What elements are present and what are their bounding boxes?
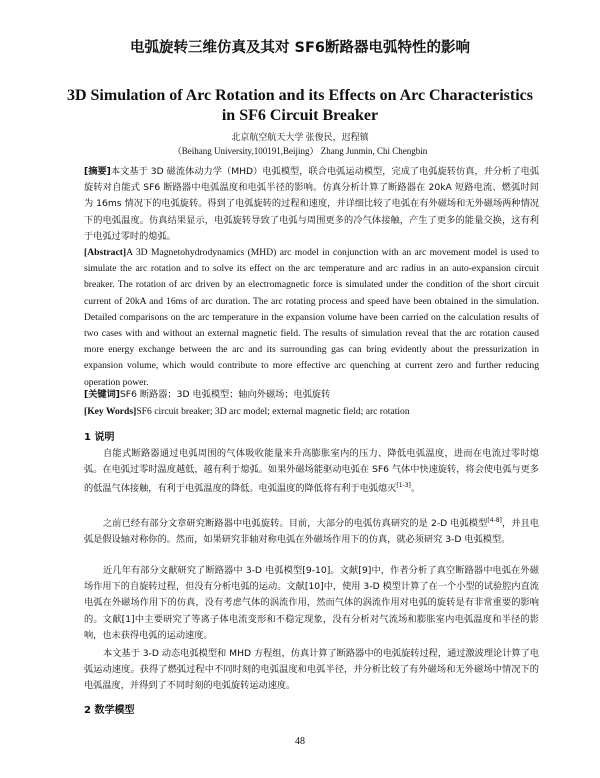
keywords-cn-label: [关键词] [84, 389, 120, 400]
abstract-cn-text: 本文基于 3D 磁流体动力学（MHD）电弧模型，联合电弧运动模型，完成了电弧旋转仿真，并分析了电弧旋转对自能式 SF6 断路器中电弧温度和电弧半径的影响。仿真分析计算了断路器在 20kA 短路电流、燃弧时间为 16ms 情况下的电弧旋转。得到了电弧旋转的过程和速度，并详细比较了电弧在有外磁场和无外磁场两种情况下的电弧温度。仿真结果显示，电弧旋转导致了电弧与周围更多的冷气体接触，产生了更多的能量交换，这有利于电弧过零时的熄弧。 [84, 166, 540, 242]
section-1-heading: 1 说明 [84, 432, 115, 443]
keywords-en [84, 404, 539, 420]
abstract-cn [84, 164, 539, 245]
keywords-cn [84, 387, 539, 403]
affiliation-cn: 北京航空航天大学 张俊民，迟程镇 [231, 132, 369, 142]
keywords-en-text: SF6 circuit breaker; 3D arc model; external magnetic field; arc rotation [136, 406, 410, 417]
citation-1-3: [1-3] [396, 482, 411, 490]
paragraph-2-end: ，并且电弧是假设轴对称你的。然而，如果研究非轴对称电弧在外磁场作用下的仿真，就必须研究 3-D 电弧模型。 [84, 518, 539, 546]
keywords-cn-text: SF6 断路器；3D 电弧模型；轴向外磁场；电弧旋转 [119, 389, 331, 400]
paragraph-1 [84, 446, 539, 498]
abstract-cn-label: [摘要] [84, 166, 111, 177]
paragraph-2 [84, 513, 539, 548]
section-2-heading: 2 数学模型 [84, 705, 135, 716]
paragraph-1-end: 。 [410, 483, 421, 495]
keywords-en-label: [Key Words] [84, 406, 137, 417]
abstract-en-label: [Abstract] [84, 247, 127, 258]
paragraph-3: 近几年有部分文献研究了断路器中 3-D 电弧模型[9-10]。文献[9]中，作者分析了真空断路器中电弧在外磁场作用下的自旋转过程，但没有分析电弧的运动。文献[10]中，使用 3-D 模型计算了在一个小型的试验腔内直流电弧在外磁场作用下的仿真，没有考虑气体的涡流作用，然而气体的涡流作用对电弧的旋转是有非常重要的影响的。文献[1]中主要研究了等离子体电流变形和不稳定现象，没有分析对气流场和膨胀室内电弧温度和半径的影响，也未获得电弧的运动速度。 [84, 565, 539, 641]
paragraph-2-text: 之前已经有部分文章研究断路器中电弧旋转。目前，大部分的电弧仿真研究的是 2-D 电弧模型 [103, 518, 488, 530]
paragraph-1-text: 自能式断路器通过电弧周围的气体吸收能量来升高膨胀室内的压力、降低电弧温度，进而在电流过零时熄弧。在电弧过零时温度越低，越有利于熄弧。如果外磁场能驱动电弧在 SF6 气体中快速旋转，将会使电弧与更多的低温气体接触，有利于电弧温度的降低。电弧温度的降低将有利于电弧熄灭 [84, 448, 539, 495]
affiliation-en: （Beihang University,100191,Beijing） Zhang Junmin, Chi Chengbin [172, 146, 428, 156]
chinese-title: 电弧旋转三维仿真及其对 SF6断路器电弧特性的影响 [130, 40, 470, 56]
citation-4-8: [4-8] [487, 517, 502, 524]
abstract-en-text: A 3D Magnetohydrodynamics (MHD) arc model in conjunction with an arc movement model is used to simulate the arc rotation and to solve its effect on the arc temperature and arc radius in an auto-expansion circuit breaker. The rotation of arc driven by an electromagnetic force is simulated under the condition of the short circuit current of 20kA and 16ms of arc duration. The arc rotating process and speed have been obtained in the simulation. Detailed comparisons on the arc temperature in the expansion volume have been carried on the calculation results of two cases with and without an external magnetic field. The results of simulation reveal that the arc rotation caused more energy exchange between the arc and its surrounding gas can bring evidently about the pressurization in expansion volume, which would contribute to more effective arc quenching at current zero and further reducing operation power. [84, 247, 539, 388]
paragraph-4: 本文基于 3-D 动态电弧模型和 MHD 方程组，仿真计算了断路器中的电弧旋转过程，通过激波理论计算了电弧运动速度。获得了燃弧过程中不同时刻的电弧温度和电弧半径，并分析比较了有外磁场和无外磁场中情况下的电弧温度，并得到了不同时刻的电弧旋转运动速度。 [84, 648, 539, 692]
abstract-en [84, 245, 539, 391]
english-title: 3D Simulation of Arc Rotation and its Effects on Arc Characteristics in SF6 Circuit Breaker [66, 87, 534, 124]
page-number: 48 [295, 736, 305, 747]
